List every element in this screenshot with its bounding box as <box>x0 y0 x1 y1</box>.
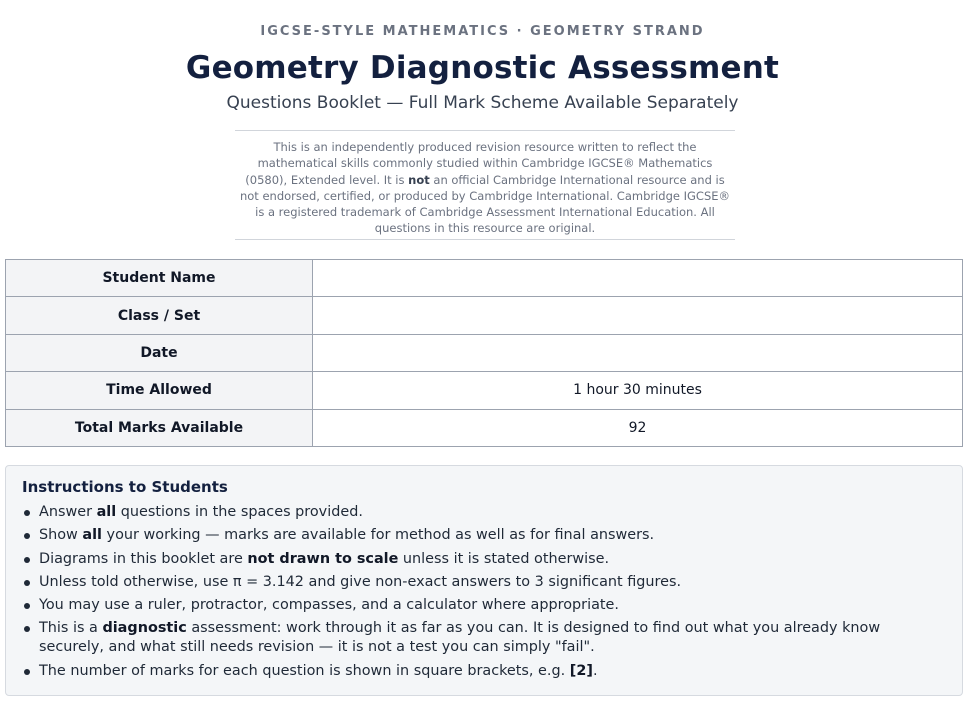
instruction-item <box>22 619 946 657</box>
time-allowed-value: 1 hour 30 minutes <box>313 372 963 409</box>
disclaimer-emphasis: not <box>408 172 430 187</box>
total-marks-value: 92 <box>313 409 963 446</box>
instruction-emphasis: all <box>96 504 117 520</box>
page-title: Geometry Diagnostic Assessment <box>185 50 780 86</box>
instructions-heading: Instructions to Students <box>22 478 228 496</box>
student-details-table <box>5 259 963 447</box>
row-class-set <box>6 297 963 334</box>
instruction-text: This is a <box>39 620 103 637</box>
page-subtitle: Questions Booklet — Full Mark Scheme Available Separately <box>226 93 739 113</box>
instruction-text: The number of marks for each question is shown in square brackets, e.g. <box>39 662 570 679</box>
class-set-label: Class / Set <box>6 297 313 334</box>
total-marks-label: Total Marks Available <box>6 409 313 446</box>
student-name-label: Student Name <box>6 260 313 297</box>
instruction-text: questions in the spaces provided. <box>116 504 363 520</box>
instruction-text: Diagrams in this booklet are <box>39 550 248 567</box>
instructions-panel <box>5 465 963 696</box>
instruction-item <box>22 573 946 592</box>
course-kicker: IGCSE-STYLE MATHEMATICS · GEOMETRY STRAND <box>260 24 705 39</box>
class-set-field[interactable] <box>313 297 963 334</box>
instruction-item <box>22 550 946 569</box>
instruction-emphasis: diagnostic <box>102 620 187 637</box>
instruction-text: . <box>592 662 598 679</box>
row-student-name <box>6 260 963 297</box>
instruction-item <box>22 526 946 545</box>
row-total-marks <box>6 409 963 446</box>
student-name-field[interactable] <box>313 260 963 297</box>
instructions-list <box>22 503 946 681</box>
instruction-item <box>22 503 946 522</box>
date-label: Date <box>6 334 313 371</box>
instruction-text: Answer <box>39 504 97 520</box>
instruction-text: assessment: work through it as far as you can. It is designed to find out what you already know securely, and what still needs revision — it is not a test you can simply "fail". <box>39 620 881 656</box>
instruction-text: You may use a ruler, protractor, compasses, and a calculator where appropriate. <box>39 597 619 614</box>
row-time-allowed <box>6 372 963 409</box>
disclaimer-text-part1: This is an independently produced revision resource written to reflect the mathematical skills commonly studied within Cambridge IGCSE® Mathematics (0580), Extended level. It is <box>245 140 713 187</box>
instruction-text: Unless told otherwise, use π = 3.142 and give non-exact answers to 3 significant figures. <box>39 573 682 590</box>
instruction-item <box>22 662 946 681</box>
disclaimer-notice <box>235 130 735 240</box>
instruction-emphasis: all <box>82 527 102 544</box>
date-field[interactable] <box>313 334 963 371</box>
instruction-emphasis: [2] <box>569 662 593 679</box>
instruction-emphasis: not drawn to scale <box>247 550 399 567</box>
instruction-item <box>22 596 946 615</box>
instruction-text: Show <box>39 527 83 544</box>
row-date <box>6 334 963 371</box>
disclaimer-text-part2: an official Cambridge International resource and is not endorsed, certified, or produced by Cambridge International. Cambridge IGCSE® is a registered trademark of Cambridge Assessment International Education. All questions in this resource are original. <box>239 172 731 236</box>
time-allowed-label: Time Allowed <box>6 372 313 409</box>
instruction-text: unless it is stated otherwise. <box>398 550 610 567</box>
instruction-text: your working — marks are available for method as well as for final answers. <box>101 527 655 544</box>
